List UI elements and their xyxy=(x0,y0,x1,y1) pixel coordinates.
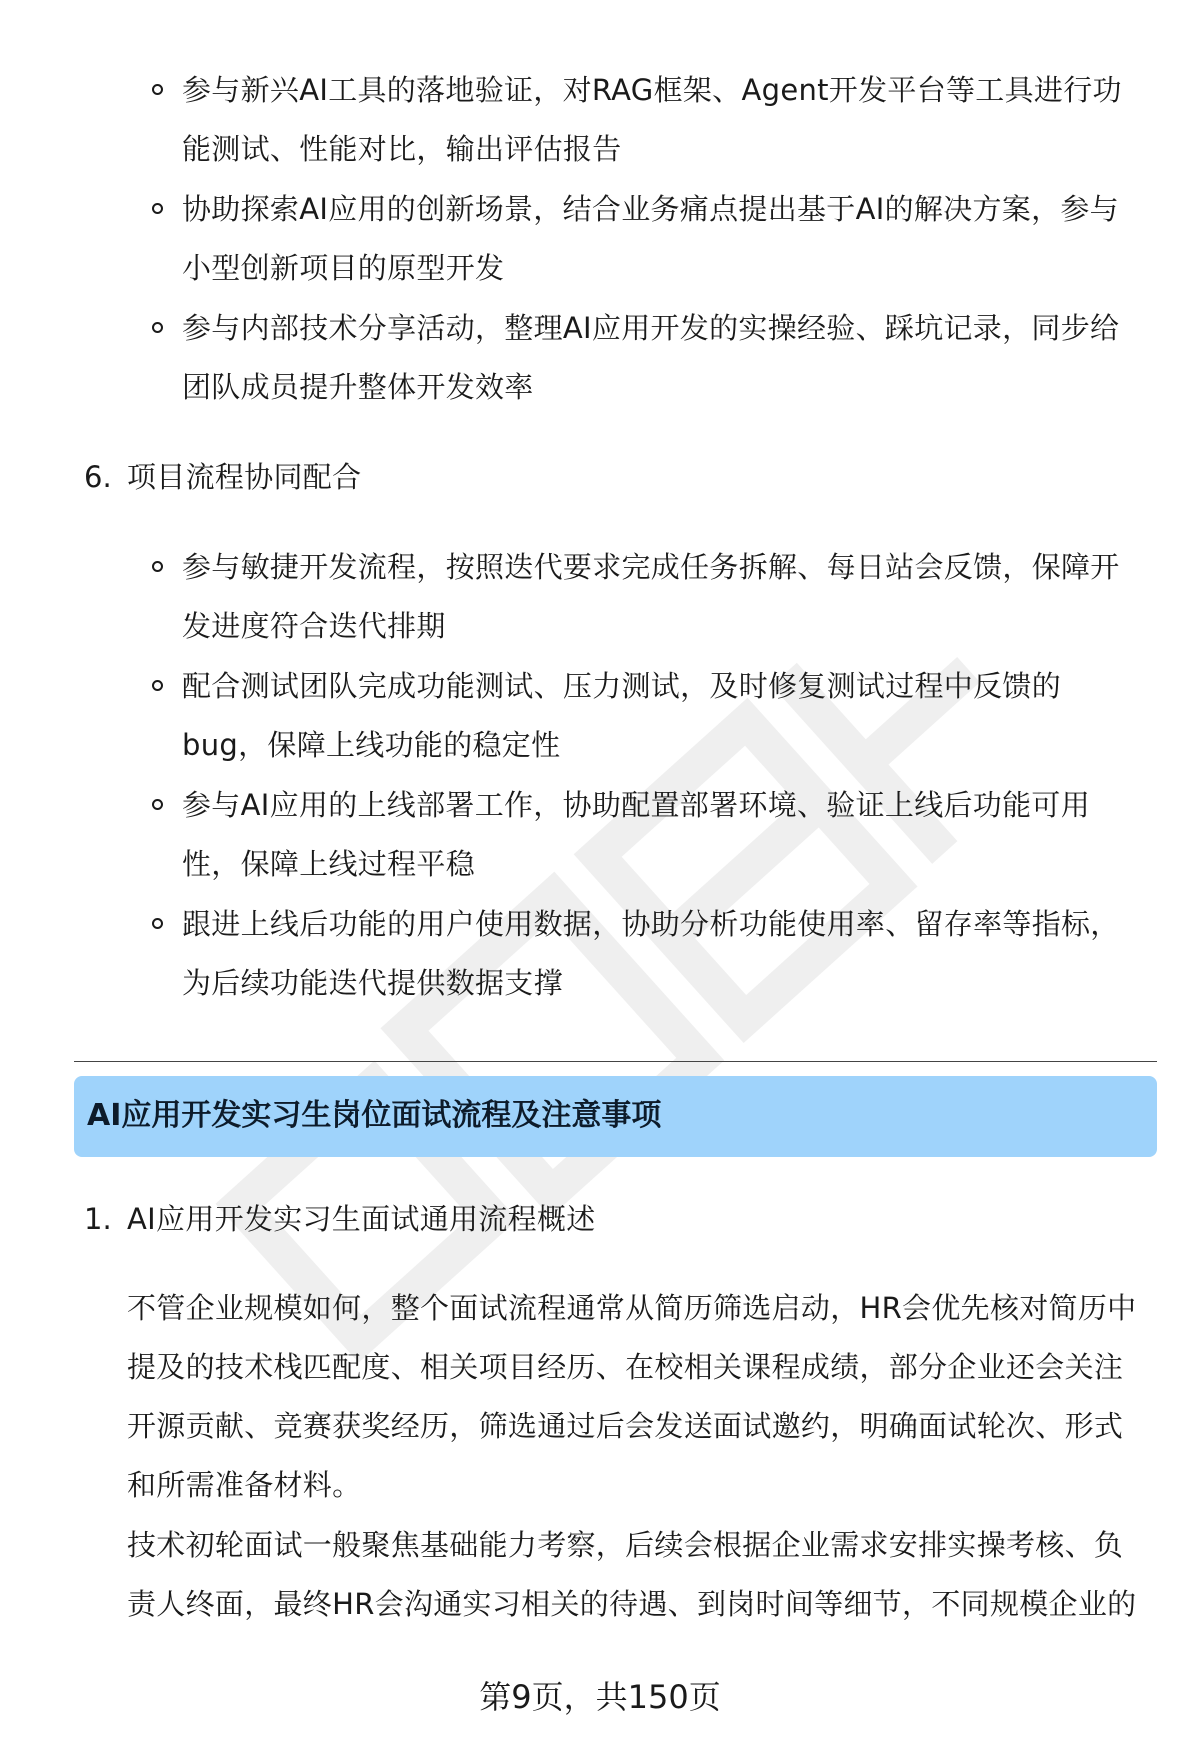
section6-number: 6. xyxy=(84,460,112,494)
banner-title: AI应用开发实习生岗位面试流程及注意事项 xyxy=(87,1098,662,1133)
bullet-text: 团队成员提升整体开发效率 xyxy=(182,370,534,404)
bullet-marker xyxy=(152,799,163,810)
bullet-text: 参与AI应用的上线部署工作，协助配置部署环境、验证上线后功能可用 xyxy=(182,788,1090,822)
section-divider xyxy=(74,1061,1157,1062)
paragraph-line: 技术初轮面试一般聚焦基础能力考察，后续会根据企业需求安排实操考核、负 xyxy=(127,1528,1124,1562)
paragraph-line: 不管企业规模如何，整个面试流程通常从简历筛选启动，HR会优先核对简历中 xyxy=(127,1291,1137,1325)
bullet-text: 协助探索AI应用的创新场景，结合业务痛点提出基于AI的解决方案，参与 xyxy=(182,192,1119,226)
interview-title: AI应用开发实习生面试通用流程概述 xyxy=(127,1202,596,1236)
paragraph-line: 和所需准备材料。 xyxy=(127,1468,362,1502)
page-number-footer: 第9页，共150页 xyxy=(479,1678,721,1716)
bullet-text: 跟进上线后功能的用户使用数据，协助分析功能使用率、留存率等指标， xyxy=(182,907,1120,941)
bullet-text: 参与内部技术分享活动，整理AI应用开发的实操经验、踩坑记录，同步给 xyxy=(182,311,1120,345)
bullet-text: 小型创新项目的原型开发 xyxy=(182,251,505,285)
bullet-text: 参与新兴AI工具的落地验证，对RAG框架、Agent开发平台等工具进行功 xyxy=(182,73,1122,107)
bullet-marker xyxy=(152,203,163,214)
bullet-marker xyxy=(152,680,163,691)
section-banner xyxy=(74,1076,1157,1157)
interview-number: 1. xyxy=(84,1202,112,1236)
bullet-marker xyxy=(152,322,163,333)
bullet-text: bug，保障上线功能的稳定性 xyxy=(182,728,561,762)
bullet-text: 发进度符合迭代排期 xyxy=(182,609,446,643)
paragraph-line: 开源贡献、竞赛获奖经历，筛选通过后会发送面试邀约，明确面试轮次、形式 xyxy=(127,1409,1124,1443)
bullet-text: 性，保障上线过程平稳 xyxy=(182,847,476,881)
bullet-marker xyxy=(152,84,163,95)
bullet-marker xyxy=(152,918,163,929)
bullet-marker xyxy=(152,561,163,572)
bullet-text: 为后续功能迭代提供数据支撑 xyxy=(182,966,563,1000)
paragraph-line: 提及的技术栈匹配度、相关项目经历、在校相关课程成绩，部分企业还会关注 xyxy=(127,1350,1124,1384)
bullet-text: 配合测试团队完成功能测试、压力测试，及时修复测试过程中反馈的 xyxy=(182,669,1062,703)
paragraph-line: 责人终面，最终HR会沟通实习相关的待遇、到岗时间等细节，不同规模企业的 xyxy=(127,1587,1137,1621)
bullet-text: 参与敏捷开发流程，按照迭代要求完成任务拆解、每日站会反馈，保障开 xyxy=(182,550,1120,584)
section6-title: 项目流程协同配合 xyxy=(127,460,362,494)
bullet-text: 能测试、性能对比，输出评估报告 xyxy=(182,132,622,166)
